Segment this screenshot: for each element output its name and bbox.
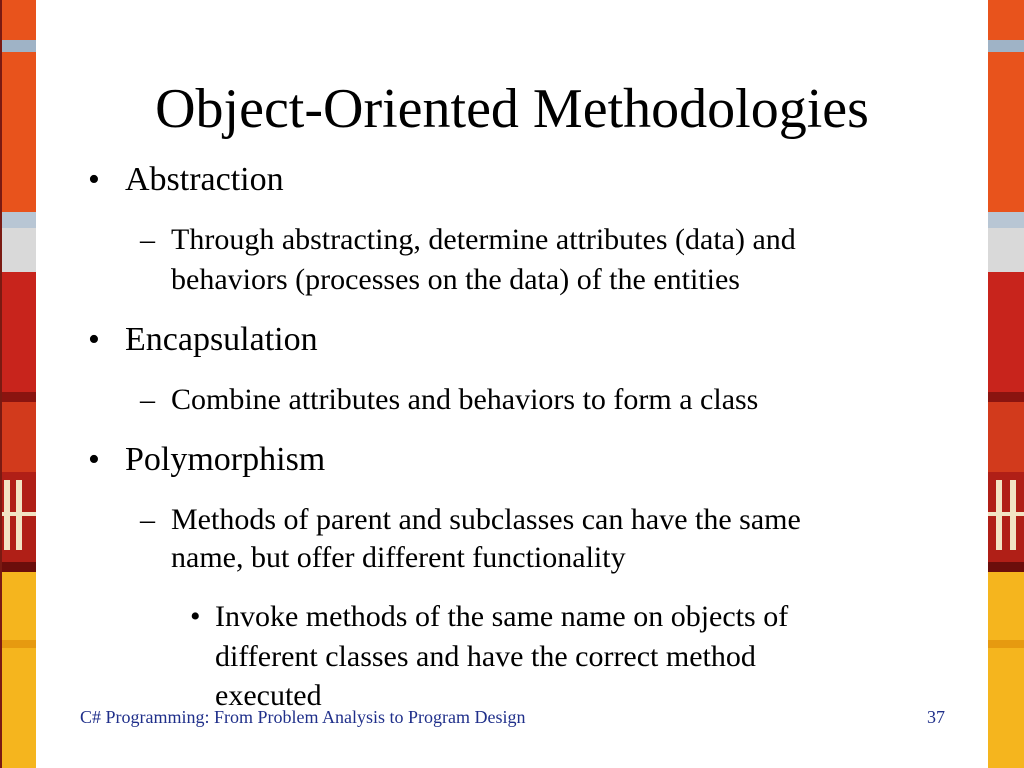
sub-bullet-line: Combine attributes and behaviors to form a class: [171, 383, 759, 416]
bullet-encapsulation: Encapsulation: [125, 321, 318, 358]
sub-sub-bullet-line: different classes and have the correct method: [215, 640, 756, 673]
sub-bullet-marker: –: [140, 383, 155, 416]
sub-sub-bullet-line: Invoke methods of the same name on objects of: [215, 600, 789, 633]
slide-title: Object-Oriented Methodologies: [155, 78, 869, 140]
footer-course-title: C# Programming: From Problem Analysis to Program Design: [80, 707, 526, 727]
sub-bullet-line: behaviors (processes on the data) of the entities: [171, 263, 740, 296]
sub-bullet-marker: –: [140, 503, 155, 536]
sub-bullet-marker: –: [140, 223, 155, 256]
sub-bullet-line: Methods of parent and subclasses can have the same: [171, 503, 801, 536]
sub-bullet-line: name, but offer different functionality: [171, 541, 626, 574]
bullet-abstraction: Abstraction: [125, 161, 284, 198]
sub-sub-bullet-line: executed: [215, 679, 322, 712]
bullet-polymorphism: Polymorphism: [125, 441, 326, 478]
sub-bullet-line: Through abstracting, determine attributes (data) and: [171, 223, 796, 256]
bullet-marker: •: [88, 161, 100, 198]
sub-sub-bullet-marker: •: [190, 600, 201, 633]
bullet-marker: •: [88, 321, 100, 358]
bullet-marker: •: [88, 441, 100, 478]
slide-number: 37: [927, 707, 945, 727]
